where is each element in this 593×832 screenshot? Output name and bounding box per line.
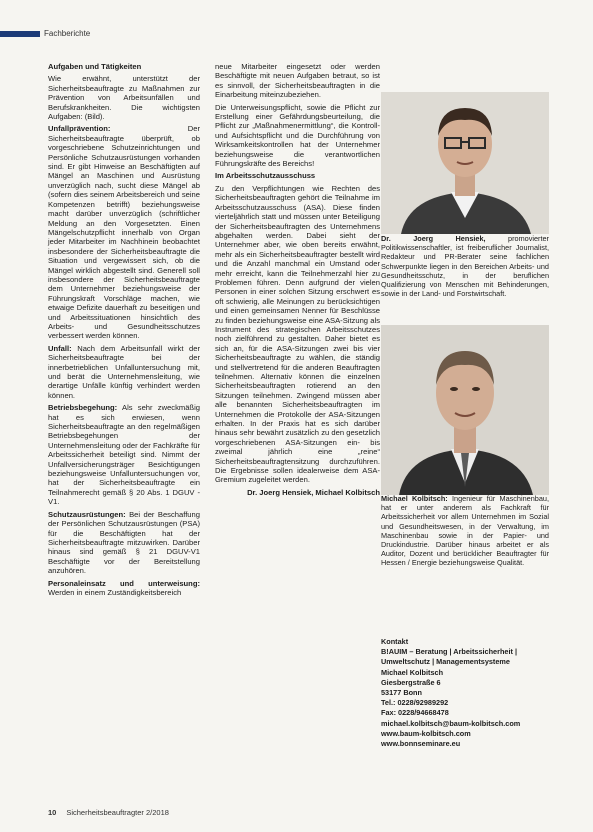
paragraph-intro: Wie erwähnt, unterstützt der Sicherheitsbeauftragte zu Maßnahmen zur Prävention von Arbeitsunfällen und Berufskrankheiten. Die wichtigsten Aufgaben: (Bild).: [48, 74, 200, 122]
paragraph-duties: Die Unterweisungspflicht, sowie die Pflicht zur Erstellung einer Gefährdungsbeurteilung, die Pflicht zur „Maßnahmenermittlung“, die Kontroll- und Aufsichtspflicht und die Durchführung von Wirksamkeitskontrollen hat der Unternehmer beziehungsweise die verantwortlichen Führungskräfte des Bereichs!: [215, 102, 380, 169]
author-signature: Dr. Joerg Hensiek, Michael Kolbitsch: [247, 487, 380, 497]
paragraph-accident: [48, 344, 200, 400]
heading-committee: Im Arbeitsschutzausschuss: [215, 171, 316, 181]
paragraph-staffing: [48, 579, 200, 598]
page-footer: [48, 808, 169, 817]
paragraph-new-staff: neue Mitarbeiter eingesetzt oder werden Beschäftigte mit neuen Aufgaben betraut, so ist es sinnvoll, der Sicherheitsbeauftragten in die Einarbeitung miteinzubeziehen.: [215, 62, 380, 100]
body-accident: Nach dem Arbeitsunfall wirkt der Sicherheitsbeauftragte bei der innerbetrieblichen Unfalluntersuchung mit, und berät die Unternehmensleitung, wie derartige Unfälle künftig verhindert werden können.: [48, 343, 200, 400]
body-staffing: Werden in einem Zuständigkeitsbereich: [48, 587, 182, 597]
lead-staffing: Personaleinsatz und unterweisung:: [48, 578, 200, 588]
author-photo-kolbitsch: [381, 325, 549, 495]
caption-hensiek: [381, 234, 549, 298]
paragraph-equipment: [48, 510, 200, 576]
contact-line: Giesbergstraße 6: [381, 677, 441, 687]
contact-label: Kontakt: [381, 637, 409, 646]
body-prevention: Der Sicherheitsbeauftragte überprüft, ob vorgeschriebene Schutzeinrichtungen und Persönliche Schutzausrüstungen vorhanden sind. Er gibt Hinweise an Beschäftigten auf Mängel an Maschinen und Ausrüstung unverzüglich nach, sucht diese Mängel ab (sofern dies seinem Arbeitsbereich und seine Kompetenzen betrifft) beziehungsweise macht darüber unverzüglich (schriftlicher Meldung an den Vorgesetzten. Einen Mängelschutzpflicht innerhalb von Organ jeder Mitarbeiter im Nachhinein beobachtet insbesondere der Sicherheitsbeauftragte die Situation und vergewissert sich, ob die Mängel wirklich abgestellt sind. Generell soll insbesondere der Sicherheitsbeauftragte dem Unternehmer beziehungsweise der Führungskraft Vorschläge machen, wie etwaige Defizite dauerhaft zu beseitigen und und Arbeitssituationen hinsichtlich des Arbeits- und Gesundheitsschutzes verbessert werden können.: [48, 124, 200, 341]
section-bar: [0, 31, 40, 37]
magazine-name: Sicherheitsbeauftragter 2/2018: [66, 808, 169, 817]
contact-website[interactable]: www.baum-kolbitsch.com: [381, 728, 471, 738]
contact-line: Tel.: 0228/92989292: [381, 698, 449, 708]
contact-line: Fax: 0228/94668478: [381, 708, 449, 718]
caption-hensiek-body: promovierter Politikwissenschaftler, ist freiberuflicher Journalist, Redakteur und PR-Berater seine fachlichen Schwerpunkte liegen in den Bereichen Arbeits- und Gesundheitsschutz, in der beruflichen Qualifizierung von Menschen mit Behinderungen, sowie in der Land- und Forstwirtschaft.: [381, 234, 549, 299]
heading-tasks: Aufgaben und Tätigkeiten: [48, 62, 142, 71]
page-number: 10: [48, 808, 57, 817]
paragraph-committee: Zu den Verpflichtungen wie Rechten des Sicherheitsbeauftragten gehört die Teilnahme im Arbeitsschutzausschuss (ASA). Diese finden vierteljährlich statt und müssen unter Beteiligung der Sicherheitsbeauftragten des Unternehmens abgehalten werden. Dabei sieht der Unternehmer aber, wie oben bereits erwähnt, mehr als ein Sicherheitsbeauftragter bestellt wird und die Anzahl manchmal ein Umstand oder mehr erreicht, kann die Teilnehmerzahl hier zu Problemen führen. Denn aufgrund der vielen Personen in einer solchen Sitzung erschwert es oft schwierig, alle Meinungen zu berücksichtigen und einen gemeinsamen Nenner für Beschlüsse zu finden beziehungsweise eine ASA-Sitzung als Instrument des strategischen Arbeitsschutzes noch zielführend zu gestalten. Daher bietet es sich an, für die ASA-Sitzungen zwei bis vier Sicherheitsbeauftragte zu wählen, die ständig und stellvertretend für die anderen Beauftragten teilnehmen. Alternativ können die einzelnen Sicherheitsbeauftragten rotierend an den Sitzungen teilnehmen. Zwingend müssen aber alle benannten Sicherheitsbeauftragten im Unternehmen die Protokolle der ASA-Sitzungen erhalten. In der Praxis hat es sich darüber hinaus sehr bewährt zusätzlich zu den gesetzlich vorgeschriebenen ASA-Sitzungen ein- bis zweimal jährlich eine „reine“ Sicherheitsbeauftragtensitzung durchzuführen. Die Ergebnisse sollen idealerweise dem ASA-Gremium zugeleitet werden.: [215, 183, 380, 485]
contact-box: [381, 637, 549, 749]
lead-inspection: Betriebsbegehung:: [48, 403, 118, 413]
section-header: [0, 30, 593, 40]
caption-kolbitsch-name: Michael Kolbitsch:: [381, 494, 448, 503]
author-photo-hensiek: [381, 92, 549, 234]
contact-line: Umweltschutz | Managementsysteme: [381, 657, 510, 667]
contact-website[interactable]: www.bonnseminare.eu: [381, 739, 461, 749]
section-title: Fachberichte: [44, 29, 91, 38]
column-left: [48, 62, 200, 600]
lead-equipment: Schutzausrüstungen:: [48, 509, 126, 519]
paragraph-inspection: [48, 403, 200, 506]
lead-prevention: Unfallprävention:: [48, 124, 111, 134]
column-middle: [215, 62, 380, 500]
contact-line: Michael Kolbitsch: [381, 667, 444, 677]
contact-line: 53177 Bonn: [381, 688, 422, 698]
body-inspection: Als sehr zweckmäßig hat es sich erwiesen, wenn Sicherheitsbeauftragte an den regelmäßigen Betriebsbegehungen der Unternehmensleitung oder der Fachkräfte für Arbeitssicherheit beteiligt sind. Nimmt der Unfallversicherungsträger Besichtigungen beziehungsweise Unfalluntersuchungen vor, hat der Sicherheitsbeauftragte ein Teilnahmerecht gemäß § 20 Abs. 1 DGUV - V1.: [48, 403, 200, 507]
contact-email[interactable]: michael.kolbitsch@baum-kolbitsch.com: [381, 718, 521, 728]
contact-line: B!AUIM – Beratung | Arbeitssicherheit |: [381, 647, 517, 657]
caption-hensiek-name: Dr. Joerg Hensiek,: [381, 234, 486, 243]
body-equipment: Bei der Beschaffung der Persönlichen Schutzausrüstungen (PSA) für die Beschäftigten hat der Sicherheitsbeauftragte mitzuwirken. Darüber hinaus sind gemäß § 21 DGUV-V1 Beschäftigte vor der Bereitstellung anzuhören.: [48, 509, 200, 576]
caption-kolbitsch-body: Ingenieur für Maschinenbau, hat er unter anderem als Fachkraft für Arbeitssicherheit vor allem Unternehmen im Sozial und Gesundheitswesen, in der Verwaltung, im Maschinenbau sowie in der Papier- und Druckindustrie. Darüber hinaus arbeitet er als Auditor, Dozent und berücklicher Beauftragter für Hessen / Energie beziehungsweise Qualität.: [381, 494, 549, 568]
lead-accident: Unfall:: [48, 343, 72, 353]
paragraph-prevention: [48, 124, 200, 340]
caption-kolbitsch: [381, 494, 549, 568]
